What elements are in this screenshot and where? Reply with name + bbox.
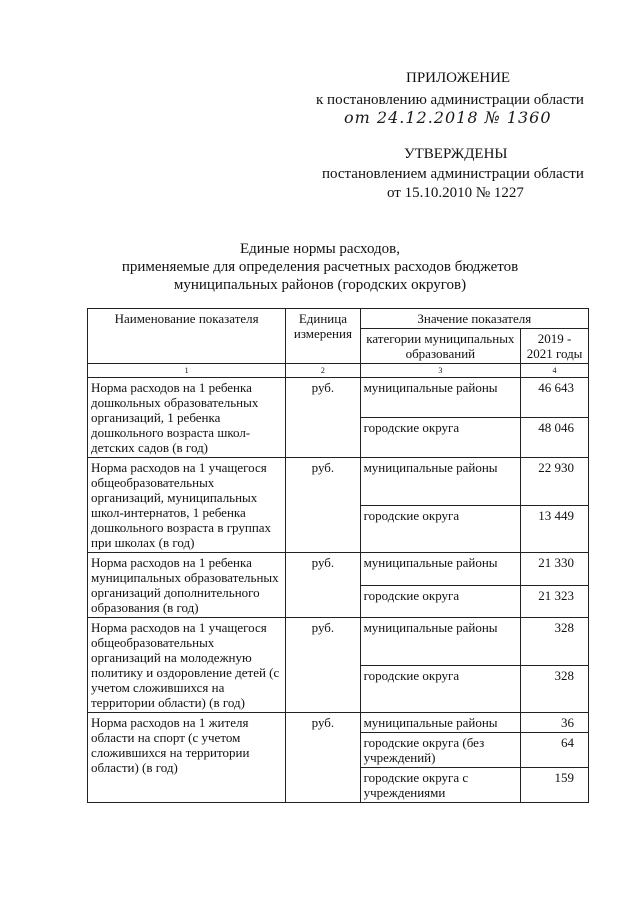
column-index-row <box>88 364 589 378</box>
norm-value: 48 046 <box>521 418 589 458</box>
table-row <box>88 378 589 418</box>
municipality-category: муниципальные районы <box>360 458 521 506</box>
header-name: Наименование показателя <box>88 309 286 364</box>
norm-value: 21 330 <box>521 553 589 586</box>
norm-value: 328 <box>521 665 589 713</box>
indicator-name: Норма расходов на 1 ребенка дошкольных образовательных организаций, 1 ребенка дошкольного возраста школ-детских садов (в год) <box>88 378 286 458</box>
municipality-category: муниципальные районы <box>360 378 521 418</box>
header-unit: Единица измерения <box>286 309 360 364</box>
table-header-row <box>88 309 589 329</box>
indicator-name: Норма расходов на 1 жителя области на спорт (с учетом сложившихся на территории области) (в год) <box>88 713 286 803</box>
norm-value: 328 <box>521 618 589 666</box>
indicator-unit: руб. <box>286 618 360 713</box>
municipality-category: городские округа <box>360 665 521 713</box>
table-row <box>88 713 589 733</box>
norm-value: 159 <box>521 768 589 803</box>
municipality-category: городские округа <box>360 585 521 618</box>
column-index: 3 <box>360 364 521 378</box>
table-row <box>88 618 589 666</box>
column-index: 2 <box>286 364 360 378</box>
norm-value: 22 930 <box>521 458 589 506</box>
municipality-category: городские округа с учреждениями <box>360 768 521 803</box>
norms-table <box>87 308 589 803</box>
document-title-line-2: применяемые для определения расчетных расходов бюджетов <box>121 259 519 275</box>
municipality-category: городские округа (без учреждений) <box>360 733 521 768</box>
norm-value: 21 323 <box>521 585 589 618</box>
column-index: 4 <box>521 364 589 378</box>
municipality-category: муниципальные районы <box>360 618 521 666</box>
indicator-name: Норма расходов на 1 ребенка муниципальных образовательных организаций дополнительного образования (в год) <box>88 553 286 618</box>
document-title-line-1: Единые нормы расходов, <box>239 241 401 257</box>
header-value: Значение показателя <box>360 309 588 329</box>
indicator-unit: руб. <box>286 378 360 458</box>
approved-date: от 15.10.2010 № 1227 <box>387 185 524 201</box>
approved-label: УТВЕРЖДЕНЫ <box>404 146 508 162</box>
norm-value: 46 643 <box>521 378 589 418</box>
indicator-unit: руб. <box>286 553 360 618</box>
indicator-name: Норма расходов на 1 учащегося общеобразовательных организаций на молодежную политику и оздоровление детей (с учетом сложившихся на территории области) (в год) <box>88 618 286 713</box>
municipality-category: городские округа <box>360 505 521 553</box>
table-row <box>88 458 589 506</box>
document-title-line-3: муниципальных районов (городских округов) <box>173 277 467 293</box>
norm-value: 64 <box>521 733 589 768</box>
header-category: категории муниципальных образований <box>360 329 521 364</box>
indicator-unit: руб. <box>286 713 360 803</box>
municipality-category: муниципальные районы <box>360 553 521 586</box>
appendix-label: ПРИЛОЖЕНИЕ <box>406 70 511 86</box>
municipality-category: городские округа <box>360 418 521 458</box>
norm-value: 13 449 <box>521 505 589 553</box>
column-index: 1 <box>88 364 286 378</box>
table-row <box>88 553 589 586</box>
handwritten-date-number: от 24.12.2018 № 1360 <box>344 108 552 127</box>
approved-by: постановлением администрации области <box>322 166 584 182</box>
indicator-unit: руб. <box>286 458 360 553</box>
indicator-name: Норма расходов на 1 учащегося общеобразовательных организаций, муниципальных школ-интернатов, 1 ребенка дошкольного возраста в группах при школах (в год) <box>88 458 286 553</box>
norm-value: 36 <box>521 713 589 733</box>
municipality-category: муниципальные районы <box>360 713 521 733</box>
header-years: 2019 - 2021 годы <box>521 329 589 364</box>
resolution-reference: к постановлению администрации области <box>316 92 584 108</box>
